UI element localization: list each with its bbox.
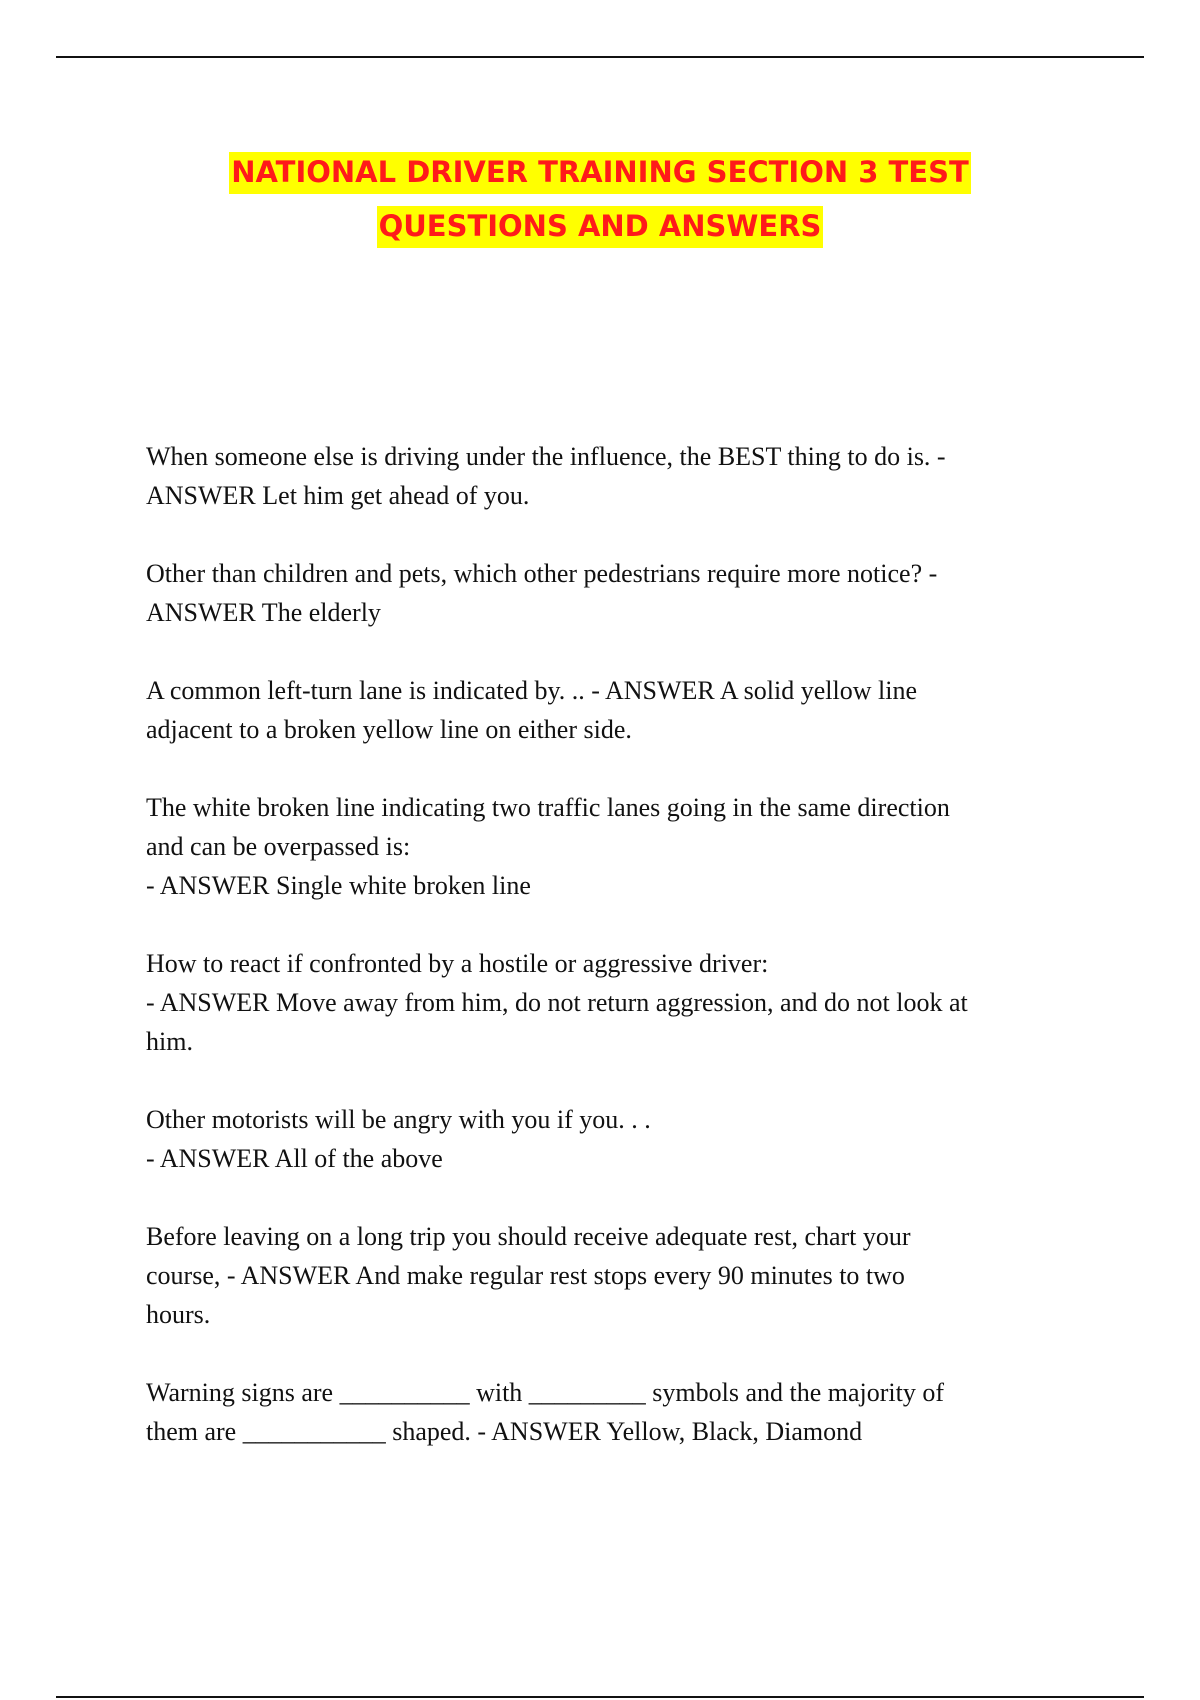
title-line-1: NATIONAL DRIVER TRAINING SECTION 3 TEST [229, 152, 971, 194]
qa-line: ANSWER The elderly [146, 598, 381, 627]
qa-item-5 [146, 944, 1066, 1061]
qa-line: - ANSWER Move away from him, do not return aggression, and do not look at [146, 988, 968, 1017]
qa-line: - ANSWER Single white broken line [146, 871, 531, 900]
qa-line: and can be overpassed is: [146, 832, 411, 861]
qa-item-6 [146, 1100, 1066, 1178]
qa-item-7 [146, 1217, 1066, 1334]
qa-item-2 [146, 554, 1066, 632]
qa-line: hours. [146, 1300, 211, 1329]
qa-line: Other motorists will be angry with you if you. . . [146, 1105, 651, 1134]
footer-rule [56, 1696, 1144, 1698]
qa-line: How to react if confronted by a hostile or aggressive driver: [146, 949, 769, 978]
qa-line: Other than children and pets, which other pedestrians require more notice? - [146, 559, 938, 588]
document-title [0, 145, 1200, 253]
qa-line: - ANSWER All of the above [146, 1144, 443, 1173]
qa-line: The white broken line indicating two traffic lanes going in the same direction [146, 793, 950, 822]
qa-list [146, 437, 1066, 1490]
qa-line: adjacent to a broken yellow line on either side. [146, 715, 632, 744]
qa-line: Before leaving on a long trip you should receive adequate rest, chart your [146, 1222, 911, 1251]
qa-item-1 [146, 437, 1066, 515]
title-line-2: QUESTIONS AND ANSWERS [377, 206, 824, 248]
qa-line: him. [146, 1027, 193, 1056]
qa-line: course, - ANSWER And make regular rest stops every 90 minutes to two [146, 1261, 905, 1290]
qa-line: ANSWER Let him get ahead of you. [146, 481, 530, 510]
qa-item-8 [146, 1373, 1066, 1451]
qa-line: A common left-turn lane is indicated by. .. - ANSWER A solid yellow line [146, 676, 917, 705]
qa-item-4 [146, 788, 1066, 905]
qa-line: When someone else is driving under the influence, the BEST thing to do is. - [146, 442, 946, 471]
qa-item-3 [146, 671, 1066, 749]
qa-line: them are ___________ shaped. - ANSWER Yellow, Black, Diamond [146, 1417, 863, 1446]
header-rule [56, 56, 1144, 58]
qa-line: Warning signs are __________ with _________ symbols and the majority of [146, 1378, 945, 1407]
